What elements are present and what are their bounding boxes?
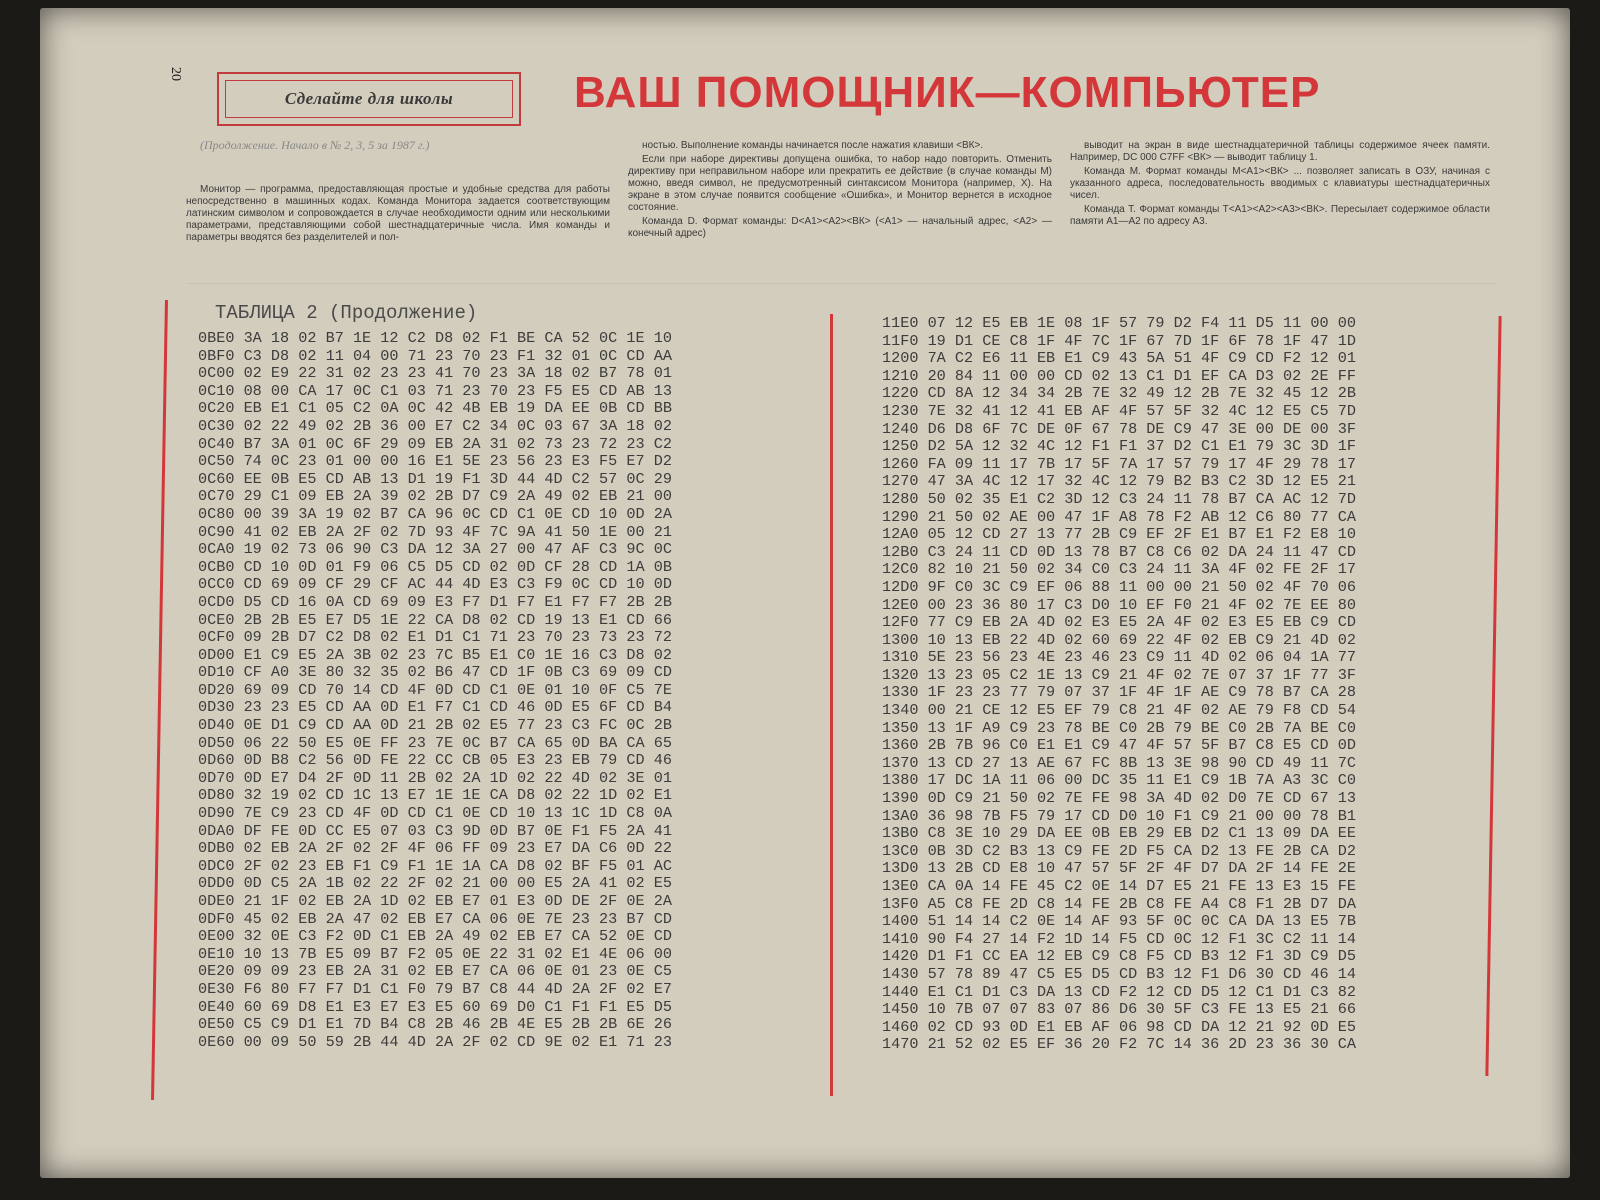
intro-paragraph: выводит на экран в виде шестнадцатеричной таблицы содержимое ячеек памяти. Например, DC 000 C7FF <ВК> — выводит таблицу 1. (1070, 140, 1490, 163)
hex-row: 0DD0 0D C5 2A 1B 02 22 2F 02 21 00 00 E5 2A 41 02 E5 (198, 874, 672, 893)
hex-row: 12A0 05 12 CD 27 13 77 2B C9 EF 2F E1 B7 E1 F2 E8 10 (882, 525, 1356, 544)
hex-row: 13C0 0B 3D C2 B3 13 C9 FE 2D F5 CA D2 13 FE 2B CA D2 (882, 841, 1356, 860)
hex-row: 13E0 CA 0A 14 FE 45 C2 0E 14 D7 E5 21 FE 13 E3 15 FE (882, 877, 1356, 895)
hex-row: 13B0 C8 3E 10 29 DA EE 0B EB 29 EB D2 C1 13 09 DA EE (882, 824, 1356, 843)
hex-row: 0CD0 D5 CD 16 0A CD 69 09 E3 F7 D1 F7 E1 F7 F7 2B 2B (198, 592, 672, 611)
hex-row: 1410 90 F4 27 14 F2 1D 14 F5 CD 0C 12 F1 3C C2 11 14 (882, 929, 1356, 948)
hex-row: 0D30 23 23 E5 CD AA 0D E1 F7 C1 CD 46 0D E5 6F CD B4 (198, 698, 672, 717)
hex-row: 0D90 7E C9 23 CD 4F 0D CD C1 0E CD 10 13 1C 1D C8 0A (198, 804, 672, 823)
hex-row: 13F0 A5 C8 FE 2D C8 14 FE 2B C8 FE A4 C8 F1 2B D7 DA (882, 894, 1356, 913)
center-red-rule (830, 314, 833, 1096)
hex-row: 1430 57 78 89 47 C5 E5 D5 CD B3 12 F1 D6 30 CD 46 14 (882, 964, 1356, 983)
hex-row: 1400 51 14 14 C2 0E 14 AF 93 5F 0C 0C CA DA 13 E5 7B (882, 912, 1356, 931)
hex-row: 0E00 32 0E C3 F2 0D C1 EB 2A 49 02 EB E7 CA 52 0E CD (198, 927, 672, 946)
hex-row: 0C70 29 C1 09 EB 2A 39 02 2B D7 C9 2A 49 02 EB 21 00 (198, 487, 672, 506)
hex-row: 1330 1F 23 23 77 79 07 37 1F 4F 1F AE C9 78 B7 CA 28 (882, 683, 1356, 702)
hex-row: 1300 10 13 EB 22 4D 02 60 69 22 4F 02 EB C9 21 4D 02 (882, 630, 1356, 649)
hex-row: 0DC0 2F 02 23 EB F1 C9 F1 1E 1A CA D8 02 BF F5 01 AC (198, 856, 672, 875)
hex-row: 1240 D6 D8 6F 7C DE 0F 67 78 DE C9 47 3E 00 DE 00 3F (882, 419, 1356, 438)
intro-column-1 (186, 184, 610, 246)
hex-row: 0D70 0D E7 D4 2F 0D 11 2B 02 2A 1D 02 22 4D 02 3E 01 (198, 768, 672, 787)
hex-row: 0C30 02 22 49 02 2B 36 00 E7 C2 34 0C 03 67 3A 18 02 (198, 416, 672, 435)
hex-dump-left (198, 330, 672, 1051)
intro-paragraph: Монитор — программа, предоставляющая простые и удобные средства для работы непосредственно в машинных кодах. Команда Монитора задается соответствующим латинским символом и сопровождается в случае необходимости одним или несколькими параметрами, представляющими собой шестнадцатеричные числа. Имя команды и параметры вводятся без разделителей и пол- (186, 184, 610, 243)
hex-row: 13D0 13 2B CD E8 10 47 57 5F 2F 4F D7 DA 2F 14 FE 2E (882, 859, 1356, 878)
hex-row: 1350 13 1F A9 C9 23 78 BE C0 2B 79 BE C0 2B 7A BE C0 (882, 718, 1356, 737)
hex-row: 0CE0 2B 2B E5 E7 D5 1E 22 CA D8 02 CD 19 13 E1 CD 66 (198, 610, 672, 629)
hex-row: 0CA0 19 02 73 06 90 C3 DA 12 3A 27 00 47 AF C3 9C 0C (198, 540, 672, 559)
hex-row: 0E10 10 13 7B E5 09 B7 F2 05 0E 22 31 02 E1 4E 06 00 (198, 944, 672, 963)
hex-row: 1440 E1 C1 D1 C3 DA 13 CD F2 12 CD D5 12 C1 D1 C3 82 (882, 982, 1356, 1001)
hex-row: 0CC0 CD 69 09 CF 29 CF AC 44 4D E3 C3 F9 0C CD 10 0D (198, 575, 672, 594)
hex-row: 1210 20 84 11 00 00 CD 02 13 C1 D1 EF CA D3 02 2E FF (882, 366, 1356, 385)
hex-row: 1280 50 02 35 E1 C2 3D 12 C3 24 11 78 B7 CA AC 12 7D (882, 489, 1356, 508)
hex-dump-right (882, 315, 1356, 1054)
intro-column-3 (1070, 140, 1490, 230)
hex-row: 1200 7A C2 E6 11 EB E1 C9 43 5A 51 4F C9 CD F2 12 01 (882, 349, 1356, 368)
hex-row: 0CB0 CD 10 0D 01 F9 06 C5 D5 CD 02 0D CF 28 CD 1A 0B (198, 557, 672, 576)
hex-row: 1360 2B 7B 96 C0 E1 E1 C9 47 4F 57 5F B7 C8 E5 CD 0D (882, 736, 1356, 755)
hex-row: 0D00 E1 C9 E5 2A 3B 02 23 7C B5 E1 C0 1E 16 C3 D8 02 (198, 645, 672, 664)
hex-row: 0C80 00 39 3A 19 02 B7 CA 96 0C CD C1 0E CD 10 0D 2A (198, 504, 672, 523)
hex-row: 13A0 36 98 7B F5 79 17 CD D0 10 F1 C9 21 00 00 78 B1 (882, 806, 1356, 825)
hex-row: 0E20 09 09 23 EB 2A 31 02 EB E7 CA 06 0E 01 23 0E C5 (198, 962, 672, 981)
hex-row: 1320 13 23 05 C2 1E 13 C9 21 4F 02 7E 07 37 1F 77 3F (882, 665, 1356, 684)
hex-row: 1310 5E 23 56 23 4E 23 46 23 C9 11 4D 02 06 04 1A 77 (882, 648, 1356, 667)
hex-row: 1340 00 21 CE 12 E5 EF 79 C8 21 4F 02 AE 79 F8 CD 54 (882, 701, 1356, 720)
hex-row: 0BE0 3A 18 02 B7 1E 12 C2 D8 02 F1 BE CA 52 0C 1E 10 (198, 329, 672, 347)
hex-row: 0C00 02 E9 22 31 02 23 23 41 70 23 3A 18 02 B7 78 01 (198, 364, 672, 383)
hex-row: 0D20 69 09 CD 70 14 CD 4F 0D CD C1 0E 01 10 0F C5 7E (198, 680, 672, 699)
hex-row: 12C0 82 10 21 50 02 34 C0 C3 24 11 3A 4F 02 FE 2F 17 (882, 560, 1356, 579)
hex-row: 0C10 08 00 CA 17 0C C1 03 71 23 70 23 F5 E5 CD AB 13 (198, 381, 672, 400)
hex-row: 0D10 CF A0 3E 80 32 35 02 B6 47 CD 1F 0B C3 69 09 CD (198, 663, 672, 682)
hex-row: 0C50 74 0C 23 01 00 00 16 E1 5E 23 56 23 E3 F5 E7 D2 (198, 452, 672, 471)
page-number: 20 (168, 67, 183, 81)
hex-row: 1460 02 CD 93 0D E1 EB AF 06 98 CD DA 12 21 92 0D E5 (882, 1017, 1356, 1036)
hex-row: 0C90 41 02 EB 2A 2F 02 7D 93 4F 7C 9A 41 50 1E 00 21 (198, 522, 672, 541)
article-headline: ВАШ ПОМОЩНИК—КОМПЬЮТЕР (574, 68, 1321, 117)
hex-row: 0CF0 09 2B D7 C2 D8 02 E1 D1 C1 71 23 70 23 73 23 72 (198, 628, 672, 647)
hex-row: 0DB0 02 EB 2A 2F 02 2F 4F 06 FF 09 23 E7 DA C6 0D 22 (198, 839, 672, 858)
table-title: ТАБЛИЦА 2 (Продолжение) (215, 302, 478, 324)
hex-row: 1470 21 52 02 E5 EF 36 20 F2 7C 14 36 2D 23 36 30 CA (882, 1035, 1356, 1054)
hex-row: 0E40 60 69 D8 E1 E3 E7 E3 E5 60 69 D0 C1 F1 F1 E5 D5 (198, 997, 672, 1016)
hex-row: 1250 D2 5A 12 32 4C 12 F1 F1 37 D2 C1 E1 79 3C 3D 1F (882, 437, 1356, 456)
hex-row: 0DF0 45 02 EB 2A 47 02 EB E7 CA 06 0E 7E 23 23 B7 CD (198, 909, 672, 928)
hex-row: 1230 7E 32 41 12 41 EB AF 4F 57 5F 32 4C 12 E5 C5 7D (882, 401, 1356, 420)
hex-row: 11E0 07 12 E5 EB 1E 08 1F 57 79 D2 F4 11 D5 11 00 00 (882, 314, 1356, 332)
hex-row: 0E50 C5 C9 D1 E1 7D B4 C8 2B 46 2B 4E E5 2B 2B 6E 26 (198, 1015, 672, 1034)
hex-row: 0C40 B7 3A 01 0C 6F 29 09 EB 2A 31 02 73 23 72 23 C2 (198, 434, 672, 453)
hex-row: 12E0 00 23 36 80 17 C3 D0 10 EF F0 21 4F 02 7E EE 80 (882, 595, 1356, 614)
hex-row: 1370 13 CD 27 13 AE 67 FC 8B 13 3E 98 90 CD 49 11 7C (882, 753, 1356, 772)
hex-row: 12B0 C3 24 11 CD 0D 13 78 B7 C8 C6 02 DA 24 11 47 CD (882, 542, 1356, 561)
intro-paragraph: Команда D. Формат команды: D<A1><A2><ВК> (<A1> — начальный адрес, <A2> — конечный адрес) (628, 216, 1052, 239)
hex-row: 0C60 EE 0B E5 CD AB 13 D1 19 F1 3D 44 4D C2 57 0C 29 (198, 469, 672, 488)
hex-row: 11F0 19 D1 CE C8 1F 4F 7C 1F 67 7D 1F 6F 78 1F 47 1D (882, 331, 1356, 350)
hex-row: 12F0 77 C9 EB 2A 4D 02 E3 E5 2A 4F 02 E3 E5 EB C9 CD (882, 613, 1356, 632)
rubric-box (217, 72, 521, 126)
continuation-note: (Продолжение. Начало в № 2, 3, 5 за 1987 г.) (200, 138, 430, 152)
hex-row: 0D80 32 19 02 CD 1C 13 E7 1E 1E CA D8 02 22 1D 02 E1 (198, 786, 672, 805)
hex-row: 0D40 0E D1 C9 CD AA 0D 21 2B 02 E5 77 23 C3 FC 0C 2B (198, 716, 672, 735)
hex-row: 1290 21 50 02 AE 00 47 1F A8 78 F2 AB 12 C6 80 77 CA (882, 507, 1356, 526)
section-divider (186, 283, 1496, 284)
hex-row: 0D50 06 22 50 E5 0E FF 23 7E 0C B7 CA 65 0D BA CA 65 (198, 733, 672, 752)
hex-row: 1260 FA 09 11 17 7B 17 5F 7A 17 57 79 17 4F 29 78 17 (882, 454, 1356, 473)
hex-row: 0E30 F6 80 F7 F7 D1 C1 F0 79 B7 C8 44 4D 2A 2F 02 E7 (198, 979, 672, 998)
hex-row: 0C20 EB E1 C1 05 C2 0A 0C 42 4B EB 19 DA EE 0B CD BB (198, 399, 672, 418)
hex-row: 1450 10 7B 07 07 83 07 86 D6 30 5F C3 FE 13 E5 21 66 (882, 1000, 1356, 1019)
hex-row: 12D0 9F C0 3C C9 EF 06 88 11 00 00 21 50 02 4F 70 06 (882, 577, 1356, 596)
hex-row: 0DA0 DF FE 0D CC E5 07 03 C3 9D 0D B7 0E F1 F5 2A 41 (198, 821, 672, 840)
hex-row: 1390 0D C9 21 50 02 7E FE 98 3A 4D 02 D0 7E CD 67 13 (882, 789, 1356, 808)
intro-paragraph: Если при наборе директивы допущена ошибка, то набор надо повторить. Отменить директиву при неправильном наборе или прекратить ее действие (в случае команды М) можно, введя символ, не предусмотренный синтаксисом Монитора (например, Х). На экране в этом случае появится сообщение «Ошибка», и Монитор вернется в исходное состояние. (628, 154, 1052, 213)
rubric-label: Сделайте для школы (225, 80, 513, 118)
hex-row: 1380 17 DC 1A 11 06 00 DC 35 11 E1 C9 1B 7A A3 3C C0 (882, 771, 1356, 790)
hex-row: 0BF0 C3 D8 02 11 04 00 71 23 70 23 F1 32 01 0C CD AA (198, 346, 672, 365)
intro-paragraph: Команда Т. Формат команды T<A1><A2><A3><ВК>. Пересылает содержимое области памяти A1—A2 по адресу A3. (1070, 204, 1490, 227)
hex-row: 1270 47 3A 4C 12 17 32 4C 12 79 B2 B3 C2 3D 12 E5 21 (882, 472, 1356, 491)
intro-column-2 (628, 140, 1052, 242)
hex-row: 0E60 00 09 50 59 2B 44 4D 2A 2F 02 CD 9E 02 E1 71 23 (198, 1032, 672, 1051)
hex-row: 1220 CD 8A 12 34 34 2B 7E 32 49 12 2B 7E 32 45 12 2B (882, 384, 1356, 403)
hex-row: 0D60 0D B8 C2 56 0D FE 22 CC CB 05 E3 23 EB 79 CD 46 (198, 751, 672, 770)
hex-row: 0DE0 21 1F 02 EB 2A 1D 02 EB E7 01 E3 0D DE 2F 0E 2A (198, 892, 672, 910)
hex-row: 1420 D1 F1 CC EA 12 EB C9 C8 F5 CD B3 12 F1 3D C9 D5 (882, 947, 1356, 966)
intro-paragraph: ностью. Выполнение команды начинается после нажатия клавиши <ВК>. (642, 140, 984, 151)
intro-paragraph: Команда М. Формат команды M<A1><ВК> ... позволяет записать в ОЗУ, начиная с указанного адреса, последовательность вводимых с клавиатуры шестнадцатеричных чисел. (1070, 166, 1490, 201)
